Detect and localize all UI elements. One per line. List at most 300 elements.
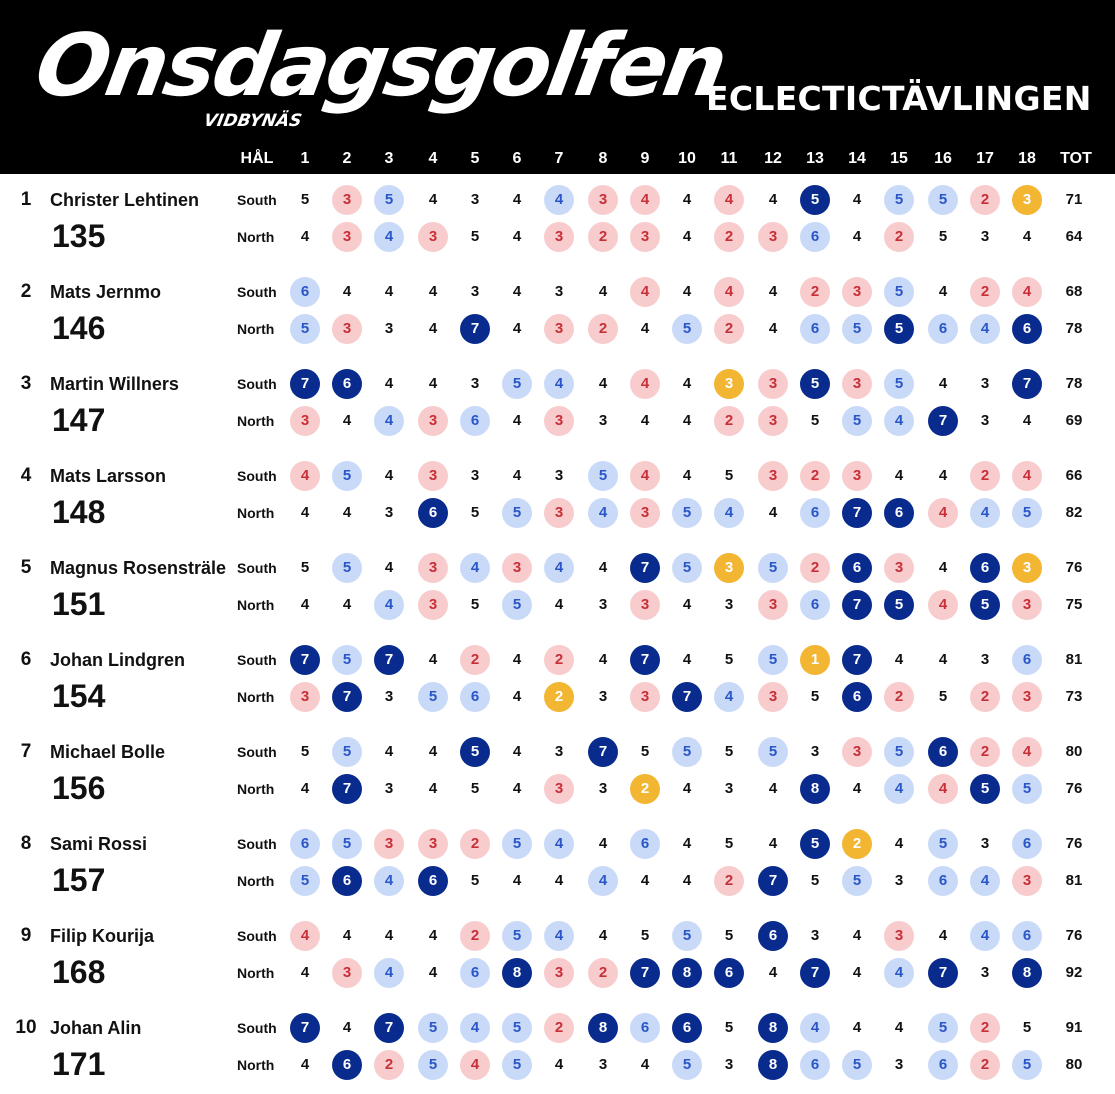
hole-score: 5 (588, 461, 618, 491)
hole-score: 4 (384, 559, 394, 576)
round-total: 91 (1065, 1019, 1083, 1036)
hole-header-9: 9 (640, 150, 650, 167)
hole-score: 3 (418, 461, 448, 491)
hole-score: 4 (300, 228, 310, 245)
hole-score: 3 (842, 737, 872, 767)
hole-header-8: 8 (598, 150, 608, 167)
hole-score: 2 (970, 682, 1000, 712)
hole-score: 2 (544, 645, 574, 675)
hole-score: 5 (374, 185, 404, 215)
hole-score: 3 (810, 743, 820, 760)
hole-score: 8 (672, 958, 702, 988)
player-rank: 5 (20, 557, 32, 578)
hole-score: 4 (928, 590, 958, 620)
hole-score: 5 (502, 1050, 532, 1080)
hole-score: 4 (682, 835, 692, 852)
player-total: 147 (52, 402, 106, 438)
hole-score: 8 (1012, 958, 1042, 988)
hole-score: 3 (714, 369, 744, 399)
player-rank: 1 (20, 189, 32, 210)
player-name: Michael Bolle (50, 742, 166, 762)
hole-score: 4 (938, 927, 948, 944)
hole-score: 4 (714, 498, 744, 528)
hole-score: 4 (300, 780, 310, 797)
competition-title: ECLECTICTÄVLINGEN (706, 79, 1092, 118)
hole-score: 7 (332, 774, 362, 804)
hole-score: 6 (884, 498, 914, 528)
hole-score: 5 (724, 651, 734, 668)
hole-score: 3 (384, 504, 394, 521)
hole-score: 4 (428, 780, 438, 797)
hole-score: 3 (332, 185, 362, 215)
hole-score: 5 (928, 185, 958, 215)
hole-score: 5 (724, 927, 734, 944)
hole-score: 2 (588, 958, 618, 988)
hole-score: 8 (800, 774, 830, 804)
hole-score: 4 (544, 829, 574, 859)
hole-header-4: 4 (428, 150, 438, 167)
round-total: 64 (1065, 228, 1083, 245)
hole-header-11: 11 (720, 150, 738, 167)
hole-score: 5 (332, 645, 362, 675)
hole-score: 3 (724, 1056, 734, 1073)
hole-score: 3 (1012, 866, 1042, 896)
hole-score: 5 (842, 314, 872, 344)
hole-score: 6 (630, 829, 660, 859)
hole-header-17: 17 (976, 150, 994, 167)
course-label: South (237, 192, 277, 208)
hole-score: 3 (544, 498, 574, 528)
hole-score: 4 (512, 320, 522, 337)
hole-score: 4 (768, 320, 778, 337)
hole-score: 4 (682, 191, 692, 208)
hole-score: 6 (1012, 829, 1042, 859)
hole-score: 5 (300, 559, 310, 576)
hole-score: 4 (1012, 737, 1042, 767)
hole-score: 3 (980, 835, 990, 852)
player-rank: 6 (20, 649, 32, 670)
hole-score: 5 (842, 406, 872, 436)
round-total: 66 (1065, 467, 1083, 484)
hole-score: 3 (1012, 682, 1042, 712)
course-label: North (237, 505, 275, 521)
player-total: 148 (52, 494, 106, 530)
hole-score: 6 (800, 314, 830, 344)
hole-score: 7 (630, 645, 660, 675)
course-label: North (237, 229, 275, 245)
hole-score: 4 (588, 866, 618, 896)
course-label: North (237, 1057, 275, 1073)
hole-score: 4 (342, 283, 352, 300)
hole-score: 7 (842, 590, 872, 620)
hole-score: 5 (758, 737, 788, 767)
hole-score: 6 (672, 1013, 702, 1043)
player-rank: 10 (15, 1017, 37, 1038)
hole-score: 4 (374, 958, 404, 988)
hole-score: 3 (418, 222, 448, 252)
hole-score: 6 (800, 498, 830, 528)
course-label: North (237, 413, 275, 429)
hole-score: 4 (428, 743, 438, 760)
hole-score: 2 (800, 461, 830, 491)
hole-score: 5 (1012, 774, 1042, 804)
round-total: 71 (1065, 191, 1083, 208)
hole-score: 5 (332, 461, 362, 491)
hole-score: 4 (384, 283, 394, 300)
hole-score: 2 (588, 222, 618, 252)
hole-score: 6 (332, 369, 362, 399)
hole-score: 5 (800, 369, 830, 399)
hole-header-5: 5 (470, 150, 480, 167)
hole-score: 5 (758, 645, 788, 675)
hole-score: 3 (332, 222, 362, 252)
round-total: 80 (1065, 743, 1083, 760)
hole-score: 2 (714, 406, 744, 436)
hole-score: 4 (428, 927, 438, 944)
player-rank: 9 (20, 925, 32, 946)
hole-score: 2 (800, 553, 830, 583)
hole-score: 3 (544, 406, 574, 436)
round-total: 82 (1065, 504, 1083, 521)
hole-header-1: 1 (300, 150, 310, 167)
round-total: 92 (1065, 964, 1083, 981)
hole-score: 3 (470, 467, 480, 484)
hole-score: 3 (554, 283, 564, 300)
hole-score: 4 (598, 651, 608, 668)
hole-score: 5 (672, 553, 702, 583)
player-name: Magnus Rosensträle (50, 558, 227, 578)
hole-score: 3 (598, 688, 608, 705)
hole-score: 4 (512, 872, 522, 889)
course-label: South (237, 744, 277, 760)
hole-header-label: HÅL (240, 150, 274, 167)
hole-score: 4 (598, 375, 608, 392)
hole-score: 3 (980, 964, 990, 981)
hole-score: 5 (810, 412, 820, 429)
hole-score: 2 (374, 1050, 404, 1080)
logo: Onsdagsgolfen (28, 16, 732, 116)
hole-score: 4 (852, 964, 862, 981)
hole-score: 4 (682, 872, 692, 889)
hole-score: 4 (512, 467, 522, 484)
hole-score: 5 (842, 1050, 872, 1080)
hole-score: 3 (598, 596, 608, 613)
hole-score: 4 (800, 1013, 830, 1043)
hole-score: 5 (1012, 498, 1042, 528)
header-banner (0, 0, 1115, 174)
course-label: South (237, 560, 277, 576)
hole-score: 3 (1012, 185, 1042, 215)
hole-score: 4 (884, 406, 914, 436)
hole-header-6: 6 (512, 150, 522, 167)
hole-score: 4 (342, 504, 352, 521)
hole-score: 4 (428, 191, 438, 208)
hole-score: 7 (460, 314, 490, 344)
round-total: 76 (1065, 835, 1083, 852)
hole-score: 4 (682, 467, 692, 484)
round-total: 81 (1065, 872, 1083, 889)
hole-score: 4 (512, 228, 522, 245)
hole-score: 4 (1022, 412, 1032, 429)
hole-score: 7 (290, 369, 320, 399)
hole-score: 6 (928, 866, 958, 896)
hole-score: 6 (842, 682, 872, 712)
hole-score: 4 (894, 1019, 904, 1036)
hole-score: 5 (672, 737, 702, 767)
hole-score: 6 (970, 553, 1000, 583)
hole-score: 3 (332, 958, 362, 988)
hole-score: 4 (1012, 277, 1042, 307)
round-total: 78 (1065, 320, 1083, 337)
hole-score: 5 (418, 682, 448, 712)
hole-score: 6 (1012, 314, 1042, 344)
hole-score: 4 (938, 651, 948, 668)
hole-score: 4 (460, 1013, 490, 1043)
hole-score: 4 (970, 921, 1000, 951)
hole-score: 4 (598, 559, 608, 576)
hole-score: 4 (682, 651, 692, 668)
round-total: 69 (1065, 412, 1083, 429)
hole-score: 4 (894, 467, 904, 484)
hole-score: 6 (290, 277, 320, 307)
hole-score: 4 (884, 958, 914, 988)
hole-score: 5 (502, 829, 532, 859)
hole-score: 5 (724, 1019, 734, 1036)
course-label: South (237, 928, 277, 944)
hole-header-15: 15 (890, 150, 908, 167)
hole-score: 4 (682, 283, 692, 300)
hole-score: 3 (894, 872, 904, 889)
player-rank: 2 (20, 281, 32, 302)
hole-score: 4 (852, 1019, 862, 1036)
round-total: 78 (1065, 375, 1083, 392)
hole-score: 4 (970, 498, 1000, 528)
hole-score: 3 (842, 277, 872, 307)
hole-score: 3 (724, 596, 734, 613)
hole-score: 3 (374, 829, 404, 859)
hole-score: 3 (758, 222, 788, 252)
hole-score: 3 (598, 780, 608, 797)
hole-header-7: 7 (554, 150, 564, 167)
hole-score: 5 (502, 369, 532, 399)
hole-score: 2 (714, 866, 744, 896)
player-total: 156 (52, 770, 106, 806)
round-total: 76 (1065, 927, 1083, 944)
hole-score: 5 (470, 596, 480, 613)
hole-score: 3 (980, 228, 990, 245)
hole-score: 4 (938, 283, 948, 300)
hole-score: 5 (672, 1050, 702, 1080)
player-total: 171 (52, 1046, 106, 1082)
hole-score: 3 (418, 590, 448, 620)
hole-score: 8 (502, 958, 532, 988)
hole-score: 6 (800, 1050, 830, 1080)
round-total: 76 (1065, 780, 1083, 797)
hole-score: 4 (544, 369, 574, 399)
hole-score: 3 (418, 406, 448, 436)
hole-score: 3 (290, 406, 320, 436)
total-header-label: TOT (1060, 150, 1092, 167)
hole-score: 4 (544, 553, 574, 583)
hole-score: 4 (938, 559, 948, 576)
hole-score: 4 (630, 461, 660, 491)
hole-score: 3 (714, 553, 744, 583)
hole-score: 4 (894, 651, 904, 668)
hole-score: 6 (928, 737, 958, 767)
hole-score: 3 (588, 185, 618, 215)
hole-score: 4 (460, 1050, 490, 1080)
player-rank: 4 (20, 465, 32, 486)
hole-score: 6 (418, 498, 448, 528)
hole-score: 5 (758, 553, 788, 583)
hole-score: 2 (544, 682, 574, 712)
hole-score: 5 (418, 1050, 448, 1080)
round-total: 75 (1065, 596, 1083, 613)
hole-score: 4 (374, 590, 404, 620)
hole-score: 2 (460, 829, 490, 859)
hole-header-14: 14 (848, 150, 866, 167)
hole-score: 4 (512, 191, 522, 208)
hole-score: 5 (672, 498, 702, 528)
hole-score: 5 (970, 590, 1000, 620)
hole-score: 3 (470, 191, 480, 208)
hole-score: 4 (342, 596, 352, 613)
hole-score: 4 (630, 277, 660, 307)
hole-score: 3 (758, 461, 788, 491)
hole-score: 3 (842, 369, 872, 399)
hole-score: 5 (938, 228, 948, 245)
course-label: North (237, 965, 275, 981)
hole-score: 5 (928, 829, 958, 859)
hole-score: 2 (630, 774, 660, 804)
hole-header-10: 10 (678, 150, 696, 167)
hole-score: 6 (842, 553, 872, 583)
hole-score: 5 (332, 553, 362, 583)
hole-score: 4 (512, 780, 522, 797)
hole-score: 5 (502, 1013, 532, 1043)
player-total: 151 (52, 586, 106, 622)
hole-score: 2 (970, 277, 1000, 307)
hole-score: 4 (928, 774, 958, 804)
hole-score: 4 (682, 596, 692, 613)
course-label: South (237, 376, 277, 392)
hole-score: 4 (554, 872, 564, 889)
hole-header-13: 13 (806, 150, 824, 167)
hole-score: 3 (554, 467, 564, 484)
hole-score: 4 (768, 191, 778, 208)
hole-score: 3 (418, 553, 448, 583)
hole-score: 4 (428, 320, 438, 337)
hole-score: 3 (630, 590, 660, 620)
hole-score: 3 (384, 688, 394, 705)
hole-score: 6 (800, 590, 830, 620)
hole-score: 4 (768, 835, 778, 852)
hole-score: 5 (300, 743, 310, 760)
hole-score: 7 (842, 645, 872, 675)
hole-score: 3 (598, 412, 608, 429)
hole-score: 3 (502, 553, 532, 583)
hole-score: 7 (928, 958, 958, 988)
hole-score: 4 (554, 596, 564, 613)
hole-score: 6 (928, 1050, 958, 1080)
hole-score: 2 (460, 921, 490, 951)
hole-score: 3 (1012, 590, 1042, 620)
hole-score: 4 (512, 688, 522, 705)
hole-score: 4 (598, 835, 608, 852)
hole-score: 2 (970, 185, 1000, 215)
hole-score: 4 (512, 283, 522, 300)
hole-score: 5 (884, 737, 914, 767)
hole-score: 4 (384, 375, 394, 392)
hole-header-16: 16 (934, 150, 952, 167)
hole-score: 3 (894, 1056, 904, 1073)
hole-score: 5 (1012, 1050, 1042, 1080)
hole-score: 4 (588, 498, 618, 528)
hole-score: 4 (884, 774, 914, 804)
hole-score: 5 (640, 927, 650, 944)
hole-score: 6 (460, 682, 490, 712)
hole-score: 7 (672, 682, 702, 712)
hole-score: 4 (682, 780, 692, 797)
hole-score: 5 (1022, 1019, 1032, 1036)
hole-score: 6 (332, 866, 362, 896)
hole-score: 3 (842, 461, 872, 491)
hole-score: 2 (800, 277, 830, 307)
hole-score: 4 (598, 283, 608, 300)
hole-score: 2 (884, 682, 914, 712)
hole-score: 4 (428, 651, 438, 668)
hole-header-12: 12 (764, 150, 782, 167)
hole-score: 4 (768, 283, 778, 300)
hole-score: 7 (332, 682, 362, 712)
hole-score: 4 (1012, 461, 1042, 491)
hole-score: 4 (938, 375, 948, 392)
hole-score: 2 (970, 1050, 1000, 1080)
hole-score: 5 (672, 921, 702, 951)
hole-score: 3 (470, 283, 480, 300)
round-total: 81 (1065, 651, 1083, 668)
hole-score: 3 (544, 958, 574, 988)
hole-score: 4 (300, 964, 310, 981)
hole-score: 5 (300, 191, 310, 208)
hole-score: 4 (852, 927, 862, 944)
hole-score: 4 (342, 1019, 352, 1036)
hole-score: 3 (980, 412, 990, 429)
hole-score: 5 (470, 504, 480, 521)
hole-score: 4 (970, 314, 1000, 344)
hole-score: 6 (800, 222, 830, 252)
hole-score: 2 (970, 461, 1000, 491)
hole-score: 2 (970, 1013, 1000, 1043)
hole-score: 6 (714, 958, 744, 988)
hole-score: 4 (714, 277, 744, 307)
hole-score: 4 (460, 553, 490, 583)
player-name: Mats Jernmo (50, 282, 162, 302)
hole-score: 3 (884, 553, 914, 583)
hole-score: 4 (938, 467, 948, 484)
hole-score: 7 (1012, 369, 1042, 399)
hole-score: 2 (884, 222, 914, 252)
hole-score: 5 (502, 590, 532, 620)
hole-score: 4 (384, 467, 394, 484)
hole-score: 3 (332, 314, 362, 344)
hole-score: 4 (894, 835, 904, 852)
hole-score: 4 (384, 927, 394, 944)
hole-score: 7 (588, 737, 618, 767)
round-total: 76 (1065, 559, 1083, 576)
hole-score: 5 (884, 369, 914, 399)
course-label: North (237, 597, 275, 613)
